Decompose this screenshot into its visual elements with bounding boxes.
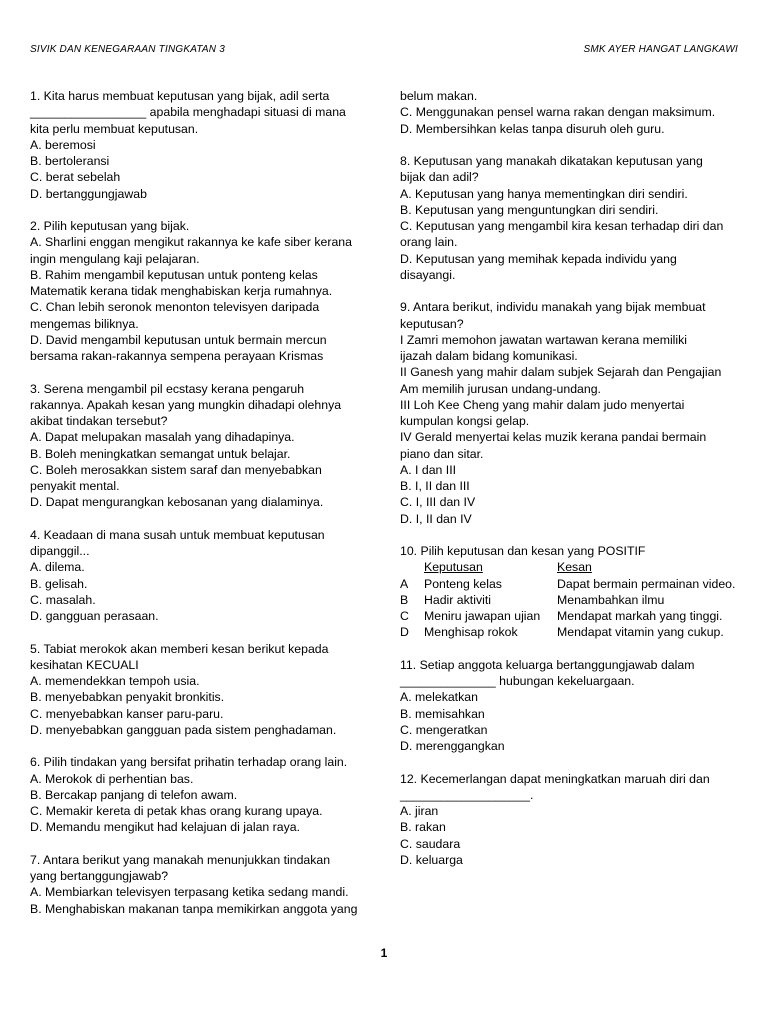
header-school: SMK AYER HANGAT LANGKAWI bbox=[583, 44, 738, 55]
text-line: D. menyebabkan gangguan pada sistem penghadaman. bbox=[30, 722, 337, 737]
text-line: III Loh Kee Cheng yang mahir dalam judo menyertai bbox=[400, 397, 685, 412]
text-line: ijazah dalam bidang komunikasi. bbox=[400, 349, 578, 363]
q10-table-row bbox=[400, 624, 740, 640]
text-line: A. jiran bbox=[400, 804, 439, 818]
text-line: 4. Keadaan di mana susah untuk membuat keputusan bbox=[30, 527, 325, 542]
text-line: 9. Antara berikut, individu manakah yang bijak membuat bbox=[400, 300, 706, 315]
header-subject: SIVIK DAN KENEGARAAN TINGKATAN 3 bbox=[30, 44, 225, 55]
text-line: penyakit mental. bbox=[30, 479, 120, 493]
text-line: C. I, III dan IV bbox=[400, 495, 476, 510]
text-line: 8. Keputusan yang manakah dikatakan keputusan yang bbox=[400, 154, 703, 168]
q10-table-cell: C bbox=[400, 609, 409, 623]
q10-table-row bbox=[400, 576, 740, 592]
text-line: C. masalah. bbox=[30, 592, 96, 607]
text-line: D. Membersihkan kelas tanpa disuruh oleh guru. bbox=[400, 121, 665, 136]
text-line: 12. Kecemerlangan dapat meningkatkan maruah diri dan bbox=[400, 771, 710, 786]
q10-table-cell: A bbox=[400, 576, 409, 591]
text-line: C. Chan lebih seronok menonton televisyen daripada bbox=[30, 300, 320, 315]
text-line: B. bertoleransi bbox=[30, 154, 110, 168]
q10-header-cell bbox=[400, 559, 424, 575]
spacer bbox=[400, 641, 740, 657]
text-line: B. Boleh meningkatkan semangat untuk belajar. bbox=[30, 446, 291, 461]
text-line: 6. Pilih tindakan yang bersifat prihatin terhadap orang lain. bbox=[30, 755, 348, 770]
left-column bbox=[30, 88, 380, 917]
text-line: orang lain. bbox=[400, 235, 458, 250]
spacer bbox=[30, 836, 380, 852]
text-line: II Ganesh yang mahir dalam subjek Sejarah dan Pengajian bbox=[400, 365, 722, 380]
text-line: 2. Pilih keputusan yang bijak. bbox=[30, 219, 190, 233]
text-line: B. menyebabkan penyakit bronkitis. bbox=[30, 690, 225, 705]
text-line: ingin mengulang kaji pelajaran. bbox=[30, 251, 200, 266]
text-line: A. dilema. bbox=[30, 560, 85, 575]
spacer bbox=[30, 511, 380, 527]
text-line: A. Keputusan yang hanya mementingkan diri sendiri. bbox=[400, 186, 688, 201]
spacer bbox=[30, 738, 380, 754]
text-line: D. Dapat mengurangkan kebosanan yang dialaminya. bbox=[30, 495, 324, 510]
text-line: D. merenggangkan bbox=[400, 739, 505, 753]
q10-table-cell: Menambahkan ilmu bbox=[557, 592, 665, 607]
text-line: B. I, II dan III bbox=[400, 479, 470, 493]
q10-header-cell: Kesan bbox=[557, 560, 592, 575]
text-line: C. Keputusan yang mengambil kira kesan terhadap diri dan bbox=[400, 219, 724, 233]
text-line: IV Gerald menyertai kelas muzik kerana pandai bermain bbox=[400, 430, 707, 445]
text-line: dipanggil... bbox=[30, 544, 90, 558]
text-line: B. gelisah. bbox=[30, 576, 88, 591]
q10-table-cell: Mendapat vitamin yang cukup. bbox=[557, 625, 724, 640]
text-line: 11. Setiap anggota keluarga bertanggungjawab dalam bbox=[400, 657, 695, 672]
text-line: kumpulan kongsi gelap. bbox=[400, 414, 530, 428]
text-line: kita perlu membuat keputusan. bbox=[30, 121, 199, 136]
text-line: A. Merokok di perhentian bas. bbox=[30, 771, 194, 786]
text-line: A. melekatkan bbox=[400, 690, 478, 705]
spacer bbox=[30, 624, 380, 640]
q10-table-cell: D bbox=[400, 625, 409, 640]
spacer bbox=[400, 137, 740, 153]
text-line: A. memendekkan tempoh usia. bbox=[30, 674, 200, 688]
text-line: yang bertanggungjawab? bbox=[30, 869, 169, 883]
text-line: 3. Serena mengambil pil ecstasy kerana pengaruh bbox=[30, 381, 305, 396]
spacer bbox=[400, 527, 740, 543]
text-line: A. I dan III bbox=[400, 462, 457, 477]
spacer bbox=[30, 364, 380, 380]
text-line: belum makan. bbox=[400, 89, 478, 103]
text-line: B. Rahim mengambil keputusan untuk ponteng kelas bbox=[30, 267, 318, 282]
text-line: D. Memandu mengikut had kelajuan di jalan raya. bbox=[30, 820, 301, 835]
right-column-bottom bbox=[400, 641, 740, 869]
q10-table-cell: Hadir aktiviti bbox=[424, 592, 491, 607]
text-line: B. Bercakap panjang di telefon awam. bbox=[30, 787, 238, 802]
q10-table-cell: Menghisap rokok bbox=[424, 625, 518, 640]
right-column-top bbox=[400, 88, 740, 559]
text-line: piano dan sitar. bbox=[400, 446, 484, 461]
text-line: 7. Antara berikut yang manakah menunjukkan tindakan bbox=[30, 852, 331, 867]
spacer bbox=[400, 754, 740, 770]
text-line: D. keluarga bbox=[400, 852, 463, 867]
text-line: C. Boleh merosakkan sistem saraf dan menyebabkan bbox=[30, 462, 322, 477]
text-line: bijak dan adil? bbox=[400, 170, 479, 185]
q10-header-cell: Keputusan bbox=[424, 560, 483, 575]
text-line: ___________________. bbox=[400, 787, 534, 802]
text-line: B. rakan bbox=[400, 820, 446, 835]
text-line: C. menyebabkan kanser paru-paru. bbox=[30, 706, 224, 721]
text-line: _________________ apabila menghadapi situasi di mana bbox=[30, 105, 346, 120]
text-line: B. Keputusan yang menguntungkan diri sendiri. bbox=[400, 202, 659, 217]
text-line: mengemas biliknya. bbox=[30, 316, 139, 331]
text-line: bersama rakan-rakannya sempena perayaan Krismas bbox=[30, 349, 324, 363]
text-line: 1. Kita harus membuat keputusan yang bijak, adil serta bbox=[30, 89, 330, 103]
text-line: B. Menghabiskan makanan tanpa memikirkan anggota yang bbox=[30, 901, 358, 916]
text-line: B. memisahkan bbox=[400, 706, 485, 721]
text-line: C. mengeratkan bbox=[400, 722, 488, 737]
text-line: I Zamri memohon jawatan wartawan kerana memiliki bbox=[400, 332, 688, 347]
text-line: A. Sharlini enggan mengikut rakannya ke kafe siber kerana bbox=[30, 235, 352, 250]
text-line: 5. Tabiat merokok akan memberi kesan berikut kepada bbox=[30, 641, 329, 656]
text-line: A. Membiarkan televisyen terpasang ketika sedang mandi. bbox=[30, 885, 349, 900]
text-line: ______________ hubungan kekeluargaan. bbox=[400, 674, 635, 688]
text-line: D. gangguan perasaan. bbox=[30, 609, 159, 623]
text-line: C. Memakir kereta di petak khas orang kurang upaya. bbox=[30, 804, 323, 818]
text-line: D. Keputusan yang memihak kepada individu yang bbox=[400, 251, 677, 266]
spacer bbox=[400, 283, 740, 299]
page-number: 1 bbox=[380, 946, 388, 960]
q10-table-row bbox=[400, 592, 740, 608]
text-line: A. beremosi bbox=[30, 137, 96, 152]
text-line: D. I, II dan IV bbox=[400, 511, 472, 526]
q10-table-cell: Mendapat markah yang tinggi. bbox=[557, 609, 723, 623]
text-line: keputusan? bbox=[400, 316, 464, 331]
text-line: A. Dapat melupakan masalah yang dihadapinya. bbox=[30, 430, 295, 445]
spacer bbox=[30, 202, 380, 218]
text-line: C. Menggunakan pensel warna rakan dengan maksimum. bbox=[400, 105, 716, 120]
text-line: C. berat sebelah bbox=[30, 170, 121, 185]
q10-table-cell: Meniru jawapan ujian bbox=[424, 609, 541, 623]
text-line: kesihatan KECUALI bbox=[30, 657, 139, 672]
text-line: Matematik kerana tidak menghabiskan kerja rumahnya. bbox=[30, 284, 333, 298]
q10-table-cell: Ponteng kelas bbox=[424, 576, 502, 591]
text-line: 10. Pilih keputusan dan kesan yang POSITIF bbox=[400, 544, 646, 558]
right-column bbox=[400, 88, 740, 868]
q10-table-row bbox=[400, 608, 740, 624]
q10-table-cell: Dapat bermain permainan video. bbox=[557, 576, 736, 591]
q10-table-cell: B bbox=[400, 592, 409, 607]
text-line: C. saudara bbox=[400, 836, 461, 851]
text-line: disayangi. bbox=[400, 267, 456, 282]
q10-table-header bbox=[400, 559, 740, 575]
text-line: D. bertanggungjawab bbox=[30, 186, 147, 201]
q10-table bbox=[400, 559, 740, 640]
text-line: Am memilih jurusan undang-undang. bbox=[400, 381, 601, 396]
text-line: D. David mengambil keputusan untuk bermain mercun bbox=[30, 332, 327, 347]
text-line: rakannya. Apakah kesan yang mungkin dihadapi olehnya bbox=[30, 397, 342, 412]
text-line: akibat tindakan tersebut? bbox=[30, 414, 168, 428]
